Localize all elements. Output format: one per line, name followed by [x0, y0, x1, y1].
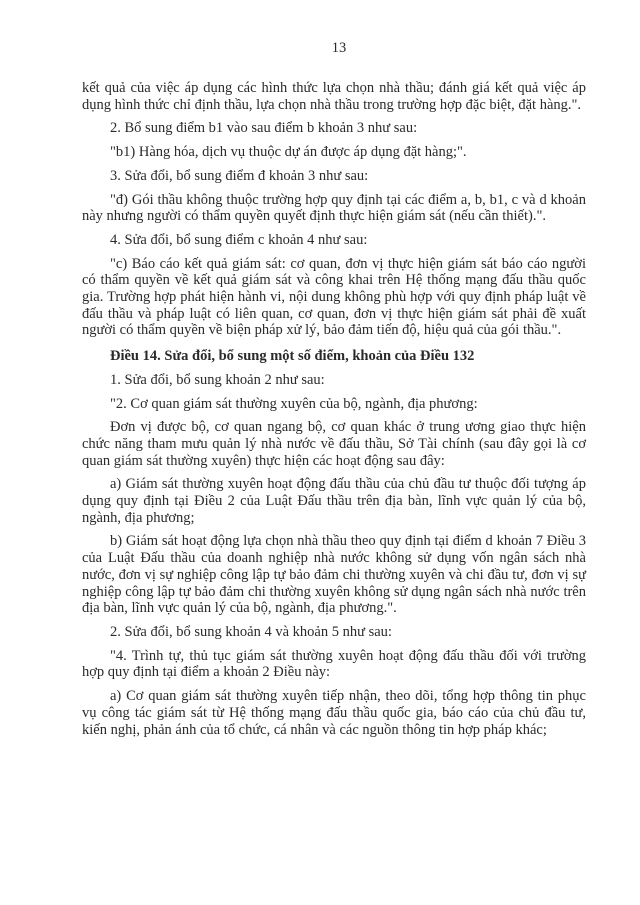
paragraph: a) Giám sát thường xuyên hoạt động đấu thầu của chủ đầu tư thuộc đối tượng áp dụng quy định tại Điều 2 của Luật Đấu thầu trên địa bàn, lĩnh vực quản lý của bộ, ngành, địa phương; [82, 476, 586, 526]
article-heading: Điều 14. Sửa đổi, bổ sung một số điểm, khoản của Điều 132 [110, 348, 475, 365]
paragraph: "b1) Hàng hóa, dịch vụ thuộc dự án được áp dụng đặt hàng;". [110, 144, 467, 161]
paragraph: b) Giám sát hoạt động lựa chọn nhà thầu theo quy định tại điểm d khoản 7 Điều 3 của Luật Đấu thầu của doanh nghiệp nhà nước không sử dụng vốn ngân sách nhà nước, đơn vị sự nghiệp công lập tự bảo đảm chi thường xuyên và chi đầu tư, đơn vị sự nghiệp công lập tự bảo đảm chi thường xuyên không sử dụng ngân sách nhà nước trên địa bàn, lĩnh vực quản lý của bộ, ngành, địa phương.". [82, 533, 586, 617]
paragraph: 1. Sửa đổi, bổ sung khoản 2 như sau: [110, 371, 325, 388]
page-number: 13 [331, 40, 347, 56]
paragraph: Đơn vị được bộ, cơ quan ngang bộ, cơ quan khác ở trung ương giao thực hiện chức năng tham mưu quản lý nhà nước về đấu thầu, Sở Tài chính (sau đây gọi là cơ quan giám sát thường xuyên) thực hiện các hoạt động sau đây: [82, 419, 586, 469]
paragraph: 4. Sửa đổi, bổ sung điểm c khoản 4 như sau: [110, 231, 368, 248]
paragraph: 2. Bổ sung điểm b1 vào sau điểm b khoản 3 như sau: [110, 120, 418, 137]
paragraph: "2. Cơ quan giám sát thường xuyên của bộ, ngành, địa phương: [110, 395, 478, 412]
paragraph: 3. Sửa đổi, bổ sung điểm đ khoản 3 như sau: [110, 167, 369, 184]
paragraph: 2. Sửa đổi, bổ sung khoản 4 và khoản 5 như sau: [110, 623, 392, 640]
paragraph: "4. Trình tự, thủ tục giám sát thường xuyên hoạt động đấu thầu đối với trường hợp quy định tại điểm a khoản 2 Điều này: [82, 647, 586, 681]
paragraph: "c) Báo cáo kết quả giám sát: cơ quan, đơn vị thực hiện giám sát báo cáo người có thẩm quyền về kết quả giám sát và công khai trên Hệ thống mạng đấu thầu quốc gia. Trường hợp phát hiện hành vi, nội dung không phù hợp với quy định pháp luật về đấu thầu và pháp luật có liên quan, cơ quan, đơn vị thực hiện giám sát phải đề xuất người có thẩm quyền về biện pháp xử lý, bảo đảm tiến độ, hiệu quả của gói thầu.". [82, 255, 586, 339]
paragraph: "đ) Gói thầu không thuộc trường hợp quy định tại các điểm a, b, b1, c và d khoản này nhưng người có thẩm quyền quyết định thực hiện giám sát (nếu cần thiết).". [82, 191, 586, 225]
paragraph-continued: kết quả của việc áp dụng các hình thức lựa chọn nhà thầu; đánh giá kết quả việc áp dụng hình thức chỉ định thầu, lựa chọn nhà thầu trong trường hợp đặc biệt, đặt hàng.". [82, 80, 586, 113]
document-body [82, 80, 586, 738]
paragraph: a) Cơ quan giám sát thường xuyên tiếp nhận, theo dõi, tổng hợp thông tin phục vụ công tác giám sát từ Hệ thống mạng đấu thầu quốc gia, báo cáo của chủ đầu tư, kiến nghị, phản ánh của tổ chức, cá nhân và các nguồn thông tin hợp pháp khác; [82, 688, 586, 738]
